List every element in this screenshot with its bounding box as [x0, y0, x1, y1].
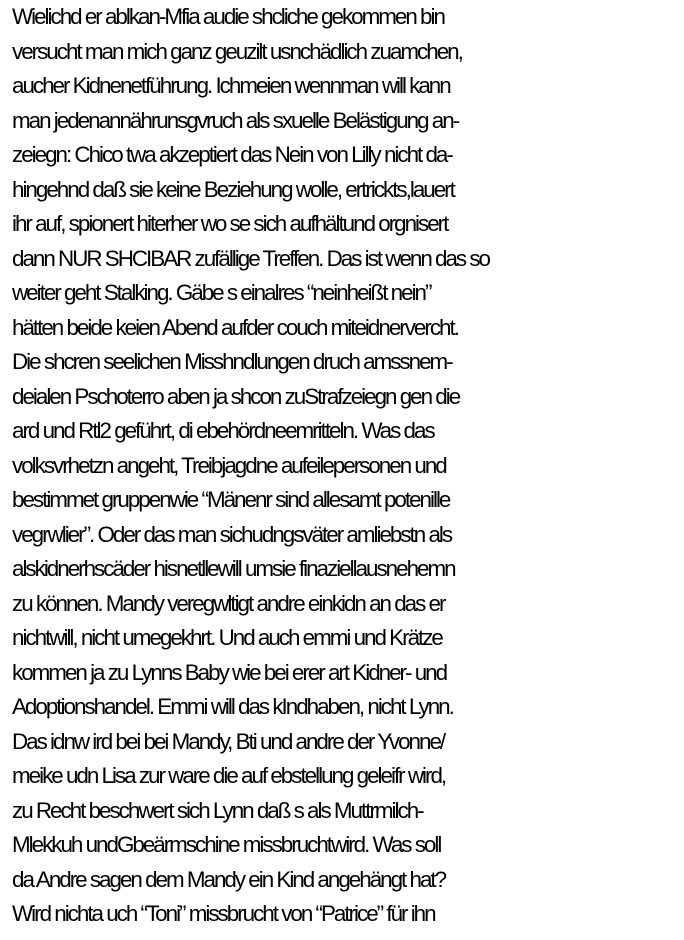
text-line: Die shcren seelichen Misshndlungen druch amssnem- [12, 349, 452, 374]
text-line: meike udn Lisa zur ware die auf ebstellung geleifr wird, [12, 763, 446, 788]
text-line: Das idnw ird bei bei Mandy, Bti und andre der Yvonne/ [12, 728, 445, 754]
text-line: kommen ja zu Lynns Baby wie bei erer art Kidner- und [12, 659, 447, 685]
text-line: zu können. Mandy veregwltigt andre einkidn an das er [12, 590, 445, 616]
text-line: aucher Kidnenetführung. Ichmeien wennman will kann [12, 73, 450, 98]
text-line: deialen Pschoterro aben ja shcon zuStrafzeiegn gen die [12, 383, 460, 409]
text-line: hingehnd daß sie keine Beziehung wolle, ertrickts,lauert [12, 176, 454, 202]
text-line: ard und Rtl2 geführt, di ebehördneemritteln. Was das [12, 418, 434, 443]
text-line: Wielichd er ablkan-Mfia audie shcliche gekommen bin [12, 4, 444, 29]
body-text [12, 0, 684, 932]
text-line: ihr auf, spionert hiterher wo se sich aufhältund orgnisert [12, 211, 448, 236]
text-line: Mlekkuh undGbeärmschine missbruchtwird. Was soll [12, 832, 441, 857]
text-line: Adoptionshandel. Emmi will das kIndhaben, nicht Lynn. [12, 694, 453, 719]
text-line: vegrwlier”. Oder das man sichudngsväter amliebstn als [12, 521, 452, 547]
text-line: zeiegn: Chico twa akzeptiert das Nein von Lilly nicht da- [12, 142, 452, 167]
text-line: nichtwill, nicht umegekhrt. Und auch emmi und Krätze [12, 625, 442, 650]
text-line: weiter geht Stalking. Gäbe s einalres “neinheißt nein” [12, 280, 431, 305]
text-line: zu Recht beschwert sich Lynn daß s als Muttrmilch- [12, 797, 423, 823]
text-line: bestimmet gruppenwie “Mänenr sind allesamt potenille [12, 487, 450, 512]
text-line: alskidnerhscäder hisnetllewill umsie finaziellausnehemn [12, 556, 455, 581]
text-line: volksvrhetzn angeht, Treibjagdne aufeilepersonen und [12, 452, 446, 478]
text-line: man jedenannährunsgvruch als sxuelle Belästigung an- [12, 107, 459, 133]
text-line: da Andre sagen dem Mandy ein Kind angehängt hat? [12, 866, 446, 892]
text-line: hätten beide keien Abend aufder couch miteidnervercht. [12, 314, 458, 340]
text-line: Wird nichta uch “Toni” missbrucht von “Patrice” für ihn [12, 901, 435, 926]
text-line: versucht man mich ganz geuzilt usnchädlich zuamchen, [12, 38, 462, 64]
text-line: dann NUR SHCIBAR zufällige Treffen. Das ist wenn das so [12, 245, 489, 271]
